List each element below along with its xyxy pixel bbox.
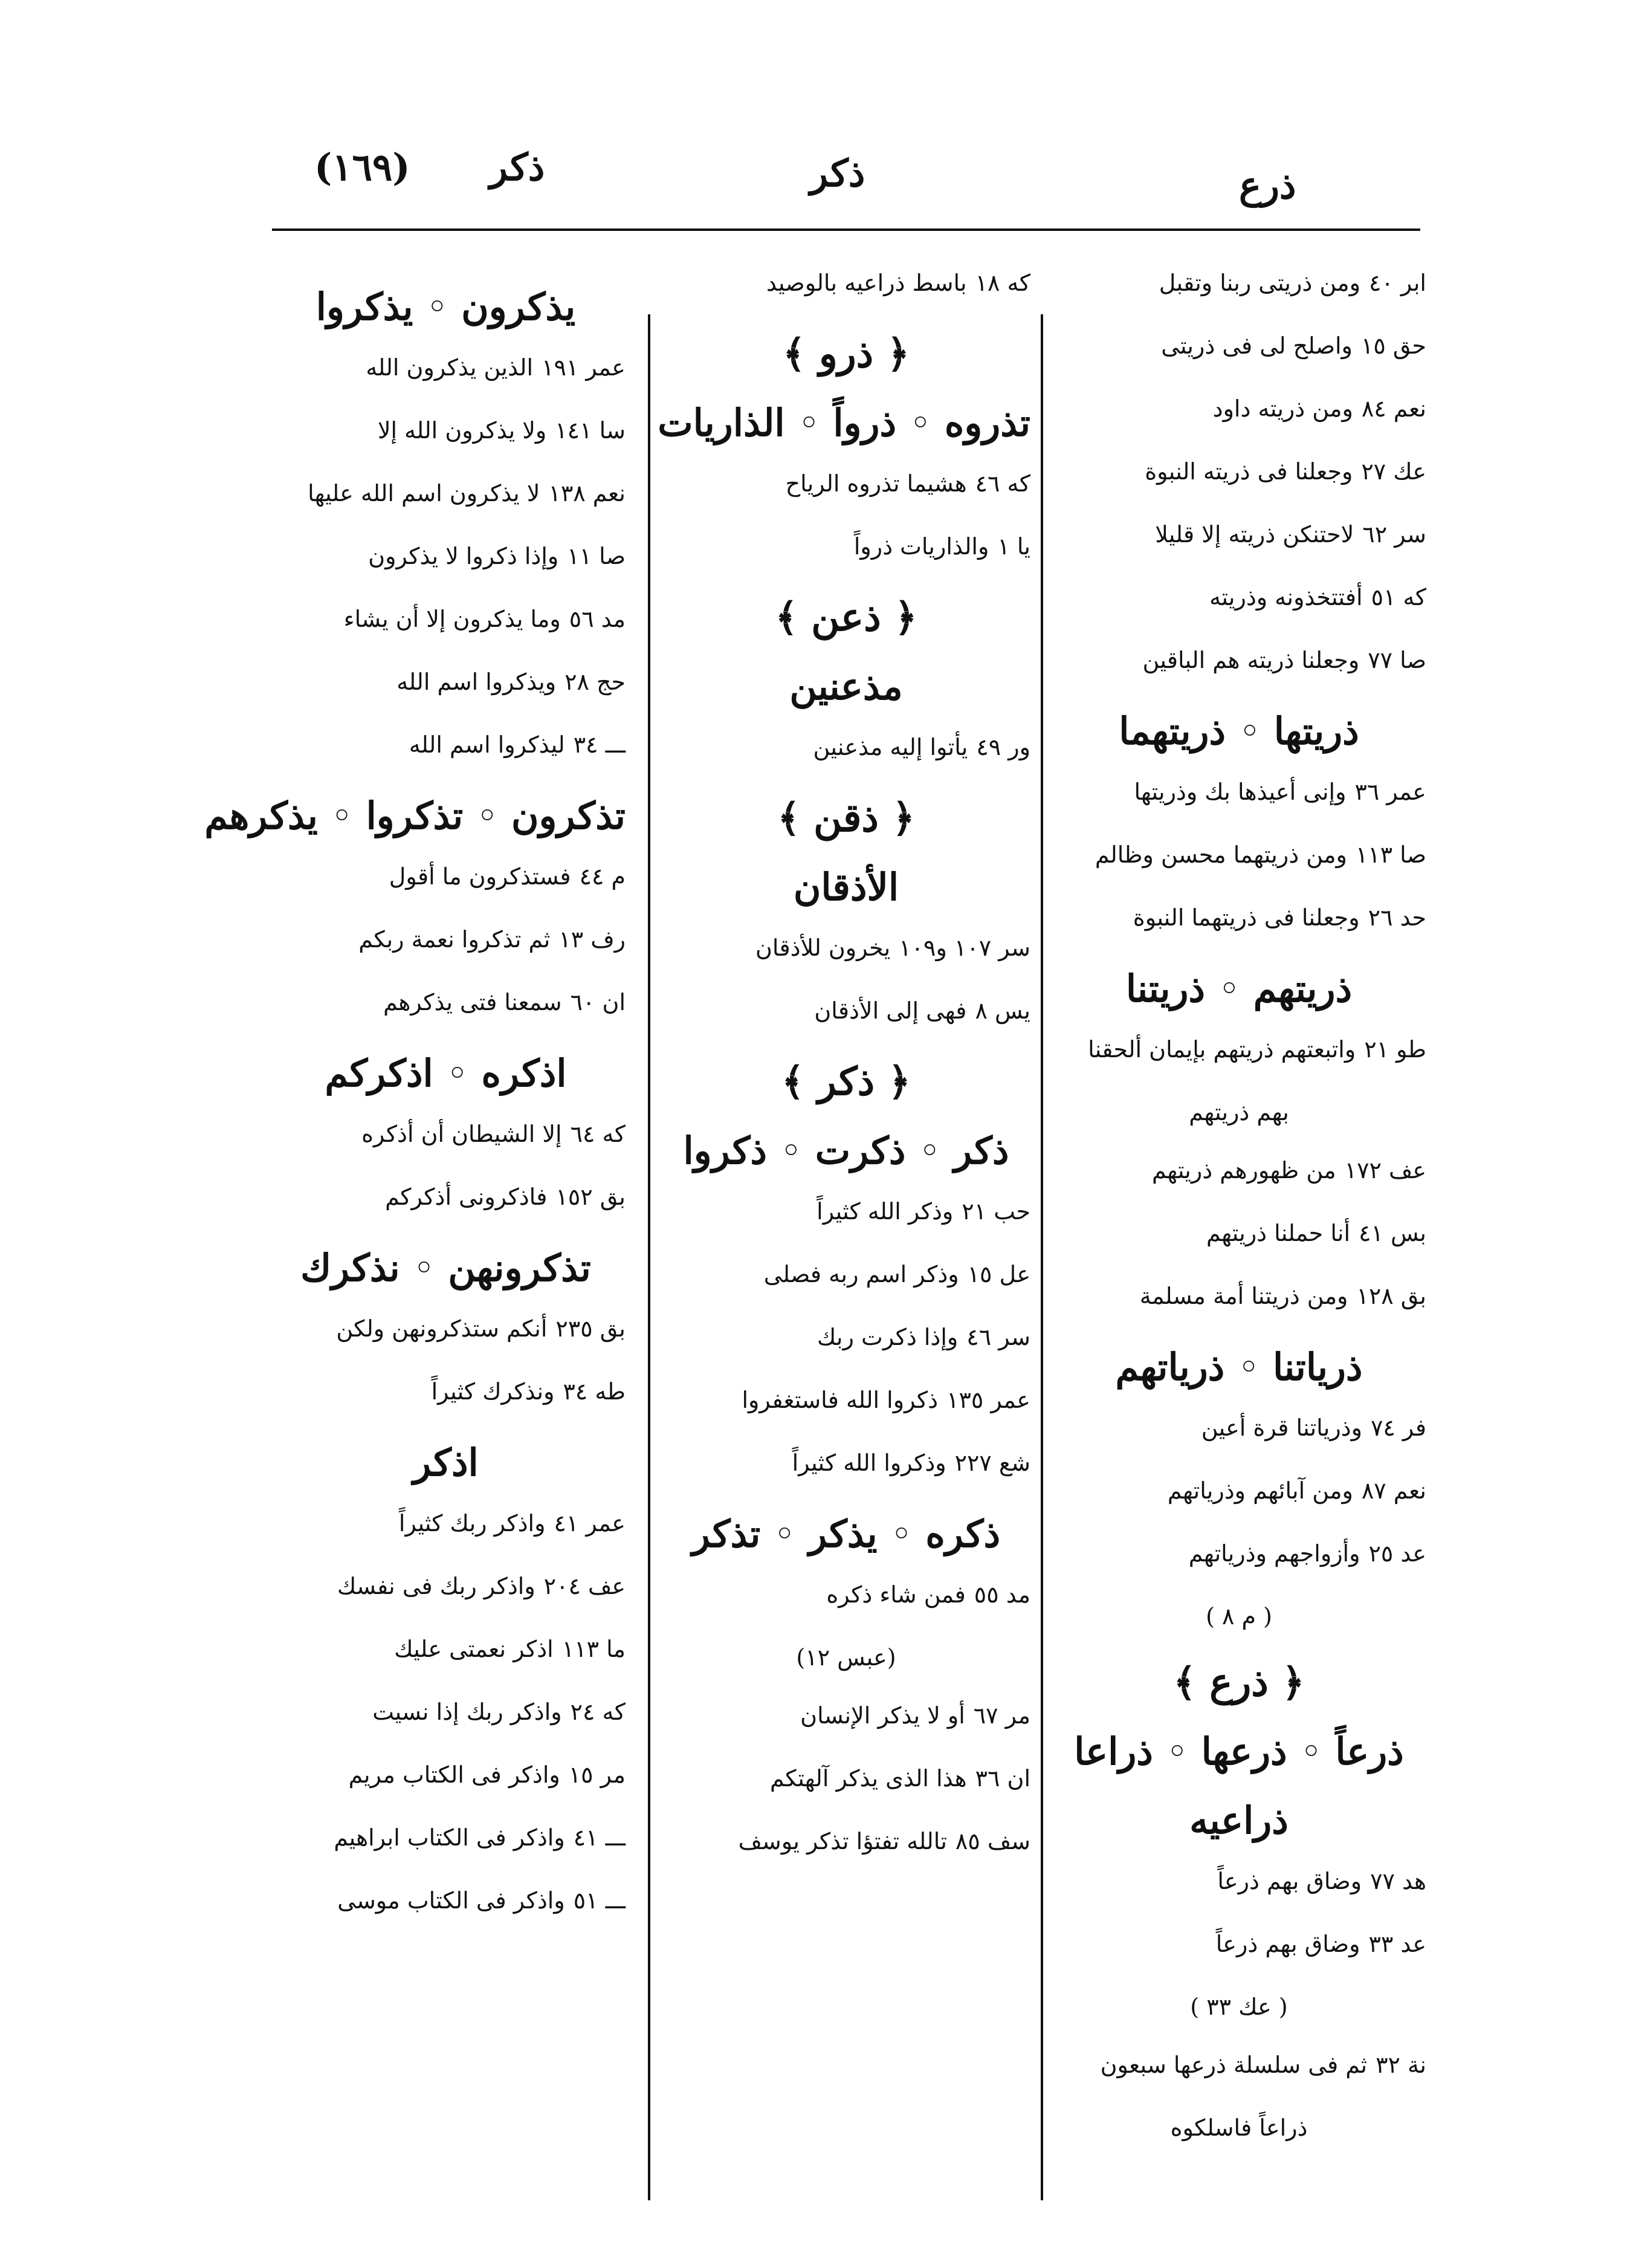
entry-quote: ولا يذكرون الله إلا <box>377 417 547 444</box>
column-divider-right <box>1041 314 1043 2200</box>
entry-reference: حق ١٥ <box>1360 332 1426 359</box>
entry-reference: مر ١٥ <box>568 1761 626 1788</box>
concordance-entry <box>266 1821 626 1855</box>
root-heading: ﴿ ذرو ﴾ <box>783 331 910 377</box>
concordance-entry <box>266 1117 626 1151</box>
entry-quote: وأزواجهم وذرياتهم <box>1188 1540 1360 1567</box>
entry-quote: هذا الذى يذكر آلهتكم <box>770 1765 967 1792</box>
entry-reference: سا ١٤١ <box>555 417 626 444</box>
entry-reference: كه ٤٦ <box>975 470 1030 497</box>
concordance-entry <box>1052 1411 1426 1445</box>
entry-quote: فهى إلى الأذقان <box>814 997 967 1024</box>
entry-quote: ذكروا الله فاستغفروا <box>742 1387 939 1413</box>
entry-reference: عف ١٧٢ <box>1344 1157 1426 1184</box>
concordance-entry <box>266 1695 626 1729</box>
entry-continuation: ذراعاً فاسلكوه <box>1170 2114 1308 2141</box>
entry-reference: ان ٦٠ <box>570 989 626 1016</box>
page-number: (١٦٩) <box>314 145 410 189</box>
concordance-entry <box>1052 580 1426 614</box>
concordance-entry <box>266 1506 626 1540</box>
entry-reference: حب ٢١ <box>962 1198 1030 1225</box>
entry-quote: إلا الشيطان أن أذكره <box>361 1121 562 1147</box>
entry-reference: بس ٤١ <box>1359 1220 1426 1246</box>
word-form-heading: اذكره ◦ اذكركم <box>325 1051 567 1095</box>
concordance-entry <box>1052 1216 1426 1250</box>
entry-reference: مر ٦٧ <box>973 1702 1030 1729</box>
entry-reference: مد ٥٥ <box>974 1581 1030 1608</box>
concordance-entry <box>266 602 626 636</box>
column-right <box>1052 266 1426 2169</box>
word-form-heading: مذعنين <box>789 664 903 708</box>
entry-continuation: (عبس ١٢) <box>796 1644 896 1671</box>
column-left <box>204 266 626 1946</box>
word-form-heading: اذكر <box>413 1440 479 1485</box>
entry-quote: وما يذكرون إلا أن يشاء <box>343 606 561 632</box>
word-form-heading: ذكره ◦ يذكر ◦ تذكر <box>691 1512 1001 1556</box>
entry-reference: حد ٢٦ <box>1368 904 1426 931</box>
entry-reference: هد ٧٧ <box>1370 1868 1426 1894</box>
root-heading: ﴿ ذكر ﴾ <box>781 1059 911 1104</box>
entry-continuation: ( عك ٣٣ ) <box>1190 1994 1288 2020</box>
concordance-entry <box>1052 1032 1426 1066</box>
entry-quote: ثم تذكروا نعمة ربكم <box>358 926 551 953</box>
root-heading: ﴿ ذعن ﴾ <box>775 595 917 640</box>
entry-reference: يس ٨ <box>975 997 1030 1024</box>
entry-reference: ان ٣٦ <box>975 1765 1030 1792</box>
concordance-entry <box>1052 517 1426 551</box>
entry-reference: رف ١٣ <box>558 926 626 953</box>
entry-reference: طو ٢١ <box>1364 1036 1426 1063</box>
entry-quote: وضاق بهم ذرعاً <box>1215 1931 1360 1957</box>
entry-quote: واذكر فى الكتاب مريم <box>348 1761 560 1788</box>
root-heading: ﴿ ذقن ﴾ <box>777 795 915 841</box>
concordance-entry <box>662 1699 1030 1732</box>
entry-quote: ومن ذريتنا أمة مسلمة <box>1139 1283 1348 1309</box>
concordance-entry <box>1052 901 1426 935</box>
entry-reference: نعم ٨٧ <box>1361 1477 1426 1504</box>
entry-reference: شع ٢٢٧ <box>954 1450 1030 1476</box>
entry-reference: ابر ٤٠ <box>1368 270 1426 296</box>
concordance-entry <box>266 665 626 699</box>
entry-quote: وإذا ذكروا لا يذكرون <box>368 543 559 569</box>
concordance-entry <box>1052 1927 1426 1961</box>
concordance-entry <box>662 1824 1030 1858</box>
entry-quote: واتبعتهم ذريتهم بإيمان ألحقنا <box>1088 1036 1356 1063</box>
entry-quote: هشيما تذروه الرياح <box>785 470 967 497</box>
entry-quote: فمن شاء ذكره <box>826 1581 966 1608</box>
word-form-heading: ذريتهم ◦ ذريتنا <box>1125 967 1353 1011</box>
entry-reference: ـــ ٤١ <box>573 1824 626 1851</box>
entry-reference: سر ٦٢ <box>1362 521 1426 548</box>
concordance-entry <box>1052 329 1426 363</box>
concordance-entry <box>266 1569 626 1603</box>
entry-reference: عد ٣٣ <box>1368 1931 1426 1957</box>
entry-reference: بق ١٥٢ <box>555 1184 626 1210</box>
header-rule <box>272 228 1420 231</box>
entry-reference: سف ٨٥ <box>955 1828 1030 1855</box>
word-form-heading: ذرياتنا ◦ ذرياتهم <box>1115 1345 1363 1389</box>
entry-quote: وذكروا الله كثيراً <box>792 1450 946 1476</box>
entry-quote: سمعنا فتى يذكرهم <box>383 989 562 1016</box>
concordance-entry <box>662 1383 1030 1417</box>
entry-quote: لا يذكرون اسم الله عليها <box>308 480 540 507</box>
root-heading: ﴿ ذرع ﴾ <box>1173 1660 1305 1705</box>
concordance-entry <box>1052 643 1426 677</box>
concordance-entry <box>662 530 1030 563</box>
entry-reference: سر ١٠٧ و١٠٩ <box>899 935 1030 961</box>
concordance-entry <box>1052 455 1426 488</box>
entry-quote: ثم فى سلسلة ذرعها سبعون <box>1100 2052 1368 2078</box>
concordance-entry <box>662 266 1030 300</box>
entry-quote: وذكر اسم ربه فصلى <box>763 1261 959 1288</box>
concordance-entry <box>662 467 1030 501</box>
concordance-entry <box>662 994 1030 1028</box>
entry-quote: واذكر ربك فى نفسك <box>337 1573 535 1599</box>
entry-reference: بق ٢٣٥ <box>555 1315 626 1342</box>
concordance-entry <box>266 539 626 573</box>
entry-quote: الذين يذكرون الله <box>366 354 534 381</box>
entry-reference: ـــ ٥١ <box>573 1887 626 1914</box>
entry-reference: كه ٥١ <box>1371 584 1426 611</box>
concordance-entry <box>266 922 626 956</box>
entry-quote: وجعلنا فى ذريته النبوة <box>1145 458 1353 485</box>
header-word-middle: ذكر <box>810 151 865 195</box>
word-form-heading: ذراعيه <box>1189 1798 1289 1842</box>
entry-quote: فاذكرونى أذكركم <box>385 1184 548 1210</box>
entry-reference: عمر ١٣٥ <box>946 1387 1030 1413</box>
header-word-left: ذكر <box>490 145 545 189</box>
entry-reference: مد ٥٦ <box>569 606 626 632</box>
entry-reference: عك ٢٧ <box>1361 458 1426 485</box>
concordance-entry <box>266 985 626 1019</box>
concordance-entry <box>1052 1153 1426 1187</box>
entry-quote: فستذكرون ما أقول <box>389 863 571 890</box>
entry-quote: والذاريات ذرواً <box>853 533 989 560</box>
entry-quote: أنكم ستذكرونهن ولكن <box>336 1315 548 1342</box>
entry-reference: كه ٦٤ <box>570 1121 626 1147</box>
entry-quote: واذكر ربك كثيراً <box>398 1510 546 1537</box>
entry-reference: نة ٣٢ <box>1376 2052 1426 2078</box>
entry-reference: عمر ١٩١ <box>542 354 626 381</box>
entry-reference: صا ١١٣ <box>1355 841 1426 868</box>
entry-quote: وجعلنا ذريته هم الباقين <box>1142 647 1360 673</box>
entry-reference: نعم ٨٤ <box>1361 395 1426 422</box>
entry-reference: عف ٢٠٤ <box>543 1573 626 1599</box>
entry-quote: اذكر نعمتى عليك <box>394 1636 554 1662</box>
concordance-entry <box>1052 392 1426 426</box>
column-divider-left <box>648 314 650 2200</box>
entry-reference: طه ٣٤ <box>563 1378 626 1405</box>
entry-quote: وضاق بهم ذرعاً <box>1217 1868 1362 1894</box>
entry-reference: كه ١٨ <box>975 270 1030 296</box>
concordance-entry <box>1052 775 1426 809</box>
entry-continuation: ( م ٨ ) <box>1206 1603 1272 1630</box>
entry-quote: أفتتخذونه وذريته <box>1209 584 1363 611</box>
concordance-entry <box>1052 1864 1426 1898</box>
concordance-entry <box>662 1578 1030 1612</box>
entry-reference: عل ١٥ <box>967 1261 1030 1288</box>
entry-reference: يا ١ <box>997 533 1030 560</box>
entry-reference: ور ٤٩ <box>976 734 1030 760</box>
concordance-entry <box>266 1632 626 1666</box>
concordance-entry <box>662 1761 1030 1795</box>
concordance-entry <box>662 1446 1030 1480</box>
entry-reference: عد ٢٥ <box>1368 1540 1426 1567</box>
entry-quote: من ظهورهم ذريتهم <box>1152 1157 1336 1184</box>
entry-reference: ما ١١٣ <box>561 1636 626 1662</box>
word-form-heading: يذكرون ◦ يذكروا <box>315 285 576 329</box>
concordance-entry <box>662 1257 1030 1291</box>
entry-quote: تالله تفتؤا تذكر يوسف <box>738 1828 947 1855</box>
concordance-entry <box>266 413 626 447</box>
entry-quote: أنا حملنا ذريتهم <box>1206 1220 1351 1246</box>
word-form-heading: ذريتها ◦ ذريتهما <box>1119 709 1359 753</box>
concordance-entry <box>662 1194 1030 1228</box>
entry-reference: حج ٢٨ <box>564 669 626 695</box>
entry-reference: بق ١٢٨ <box>1356 1283 1426 1309</box>
entry-quote: واصلح لى فى ذريتى <box>1161 332 1353 359</box>
concordance-entry <box>1052 1279 1426 1313</box>
entry-continuation: بهم ذريتهم <box>1189 1099 1289 1126</box>
concordance-entry <box>266 1180 626 1214</box>
entry-quote: ومن آبائهم وذرياتهم <box>1167 1477 1353 1504</box>
concordance-entry <box>266 476 626 510</box>
entry-quote: ومن ذريته داود <box>1212 395 1353 422</box>
word-form-heading: تذروه ◦ ذرواً ◦ الذاريات <box>658 401 1030 445</box>
word-form-heading: تذكرونهن ◦ نذكرك <box>300 1246 591 1290</box>
entry-reference: عمر ٤١ <box>554 1510 626 1537</box>
concordance-entry <box>266 1758 626 1792</box>
entry-quote: وإذا ذكرت ربك <box>817 1324 959 1350</box>
entry-quote: لاحتنكن ذريته إلا قليلا <box>1155 521 1354 548</box>
concordance-entry <box>1052 2048 1426 2082</box>
entry-quote: وجعلنا فى ذريتهما النبوة <box>1133 904 1360 931</box>
word-form-heading: تذكرون ◦ تذكروا ◦ يذكرهم <box>204 794 626 838</box>
entry-quote: واذكر فى الكتاب موسى <box>337 1887 565 1914</box>
entry-quote: ومن ذريتى ربنا وتقبل <box>1159 270 1360 296</box>
header-word-right: ذرع <box>1239 163 1296 207</box>
entry-quote: باسط ذراعيه بالوصيد <box>766 270 967 296</box>
word-form-heading: ذكر ◦ ذكرت ◦ ذكروا <box>683 1129 1009 1173</box>
entry-quote: ليذكروا اسم الله <box>409 731 565 758</box>
concordance-entry <box>662 1320 1030 1354</box>
concordance-entry <box>662 931 1030 965</box>
entry-reference: صا ٧٧ <box>1368 647 1426 673</box>
entry-quote: ونذكرك كثيراً <box>431 1378 555 1405</box>
entry-reference: فر ٧٤ <box>1370 1414 1426 1441</box>
entry-quote: وذرياتنا قرة أعين <box>1201 1414 1362 1441</box>
entry-quote: واذكر ربك إذا نسيت <box>372 1699 562 1725</box>
concordance-entry <box>662 730 1030 764</box>
entry-quote: ويذكروا اسم الله <box>396 669 557 695</box>
entry-quote: وإنى أعيذها بك وذريتها <box>1134 779 1347 805</box>
entry-quote: واذكر فى الكتاب ابراهيم <box>334 1824 565 1851</box>
entry-quote: يخرون للأذقان <box>755 935 891 961</box>
concordance-entry <box>266 728 626 762</box>
entry-reference: صا ١١ <box>567 543 626 569</box>
concordance-entry <box>1052 1537 1426 1570</box>
column-middle <box>658 266 1030 1887</box>
concordance-entry <box>1052 266 1426 300</box>
concordance-entry <box>266 1884 626 1917</box>
entry-quote: ومن ذريتهما محسن وظالم <box>1095 841 1347 868</box>
concordance-entry <box>266 1375 626 1408</box>
entry-quote: أو لا يذكر الإنسان <box>800 1702 965 1729</box>
concordance-entry <box>1052 1474 1426 1508</box>
entry-quote: وذكر الله كثيراً <box>816 1198 954 1225</box>
entry-reference: ـــ ٣٤ <box>573 731 626 758</box>
concordance-entry <box>266 860 626 893</box>
entry-reference: سر ٤٦ <box>966 1324 1030 1350</box>
concordance-entry <box>266 1312 626 1346</box>
concordance-entry <box>1052 838 1426 872</box>
word-form-heading: ذرعاً ◦ ذرعها ◦ ذراعا <box>1074 1729 1404 1774</box>
entry-quote: يأتوا إليه مذعنين <box>813 734 968 760</box>
concordance-entry <box>266 351 626 384</box>
entry-reference: م ٤٤ <box>579 863 626 890</box>
entry-reference: نعم ١٣٨ <box>548 480 626 507</box>
word-form-heading: الأذقان <box>793 865 899 909</box>
entry-reference: كه ٢٤ <box>570 1699 626 1725</box>
entry-reference: عمر ٣٦ <box>1354 779 1426 805</box>
page-header <box>266 133 1414 230</box>
